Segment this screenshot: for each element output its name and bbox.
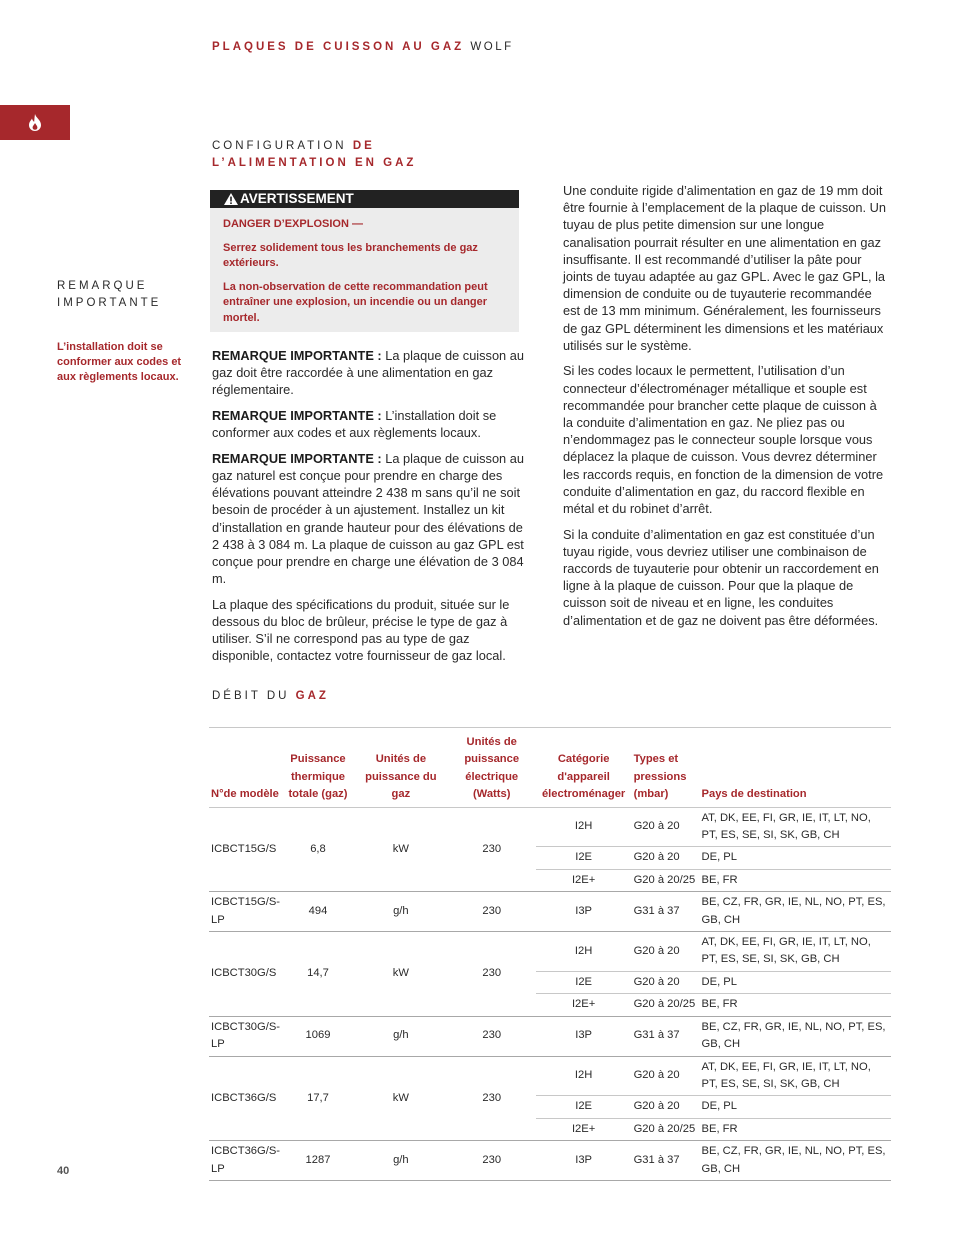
paragraph-text: La plaque de cuisson au gaz doit être raccordée à une alimentation en gaz réglementaire. (212, 348, 524, 398)
table-row (209, 1056, 891, 1096)
model-cell: ICBCT15G/S (209, 807, 282, 892)
sidebar-note: L’installation doit se conformer aux codes et aux règlements locaux. (57, 341, 182, 383)
page-number: 40 (57, 1165, 70, 1177)
unit-cell: g/h (354, 1141, 448, 1181)
category-cell: I2E+ (536, 994, 632, 1016)
paragraph-text: La plaque de cuisson au gaz naturel est conçue pour prendre en charge des élévations pouvant atteindre 2 438 m sans qu’il ne soit besoin de procéder à un ajustement. Installez un kit d’installation en grande hauteur pour des élévations de 2 438 à 3 084 m. La plaque de cuisson au gaz GPL est conçue pour prendre en charge une élévation de 3 084 m. (212, 450, 524, 587)
table-header-row (209, 728, 891, 808)
column-header: Puissance thermique totale (gaz) (282, 728, 354, 808)
category-cell: I2E (536, 847, 632, 869)
watts-cell: 230 (448, 892, 536, 932)
category-cell: I2E+ (536, 1118, 632, 1140)
warning-box (210, 190, 519, 332)
page-header (212, 41, 514, 53)
column-header: Types et pressions (mbar) (632, 728, 700, 808)
section-tab (0, 105, 70, 140)
pressure-cell: G20 à 20 (632, 847, 700, 869)
unit-cell: kW (354, 807, 448, 892)
category-cell: I3P (536, 892, 632, 932)
column-header: N°de modèle (209, 728, 282, 808)
watts-cell: 230 (448, 807, 536, 892)
countries-cell: BE, FR (700, 869, 891, 891)
power-cell: 6,8 (282, 807, 354, 892)
warning-heading (210, 190, 519, 208)
unit-cell: g/h (354, 892, 448, 932)
pressure-cell: G31 à 37 (632, 1016, 700, 1056)
model-cell: ICBCT36G/S-LP (209, 1141, 282, 1181)
pressure-cell: G20 à 20 (632, 971, 700, 993)
countries-cell: AT, DK, EE, FI, GR, IE, IT, LT, NO, PT, ES, SE, SI, SK, GB, CH (700, 1056, 891, 1096)
countries-cell: DE, PL (700, 847, 891, 869)
warning-line: La non-observation de cette recommandation peut entraîner une explosion, un incendie ou un danger mortel. (223, 280, 488, 324)
sidebar-title-line2: IMPORTANTE (57, 297, 162, 309)
watts-cell: 230 (448, 932, 536, 1017)
warning-heading-text: AVERTISSEMENT (240, 191, 354, 206)
pressure-cell: G20 à 20/25 (632, 1118, 700, 1140)
category-cell: I2H (536, 807, 632, 847)
pressure-cell: G20 à 20 (632, 1096, 700, 1118)
paragraph: Une conduite rigide d’alimentation en gaz de 19 mm doit être fournie à l’emplacement de la plaque de cuisson. Un tuyau de plus petite dimension sur une longue canalisation pourrait résulter en une alimentation en gaz insuffisante. Il est recommandé d’utiliser la pâte pour joints de tuyau adaptée au gaz GPL. Avec le gaz GPL, la dimension de conduite ou de tuyauterie recommandée est de 13 mm minimum. Généralement, les fournisseurs de gaz GPL déterminent les dimensions et les matériaux utilisés sur le système. (563, 183, 886, 353)
config-title-part1: CONFIGURATION (212, 140, 347, 152)
warning-triangle-icon (224, 193, 238, 205)
paragraph-text: La plaque des spécifications du produit, située sur le dessous du bloc de brûleur, précise le type de gaz à utiliser. S’il ne correspond pas au type de gaz disponible, contactez votre fournisseur de gaz local. (212, 596, 510, 664)
countries-cell: AT, DK, EE, FI, GR, IE, IT, LT, NO, PT, ES, SE, SI, SK, GB, CH (700, 807, 891, 847)
category-cell: I2E (536, 1096, 632, 1118)
column-header: Unités de puissance du gaz (354, 728, 448, 808)
table-row (209, 1141, 891, 1181)
pressure-cell: G20 à 20 (632, 1056, 700, 1096)
pressure-cell: G20 à 20 (632, 932, 700, 972)
countries-cell: BE, CZ, FR, GR, IE, NL, NO, PT, ES, GB, CH (700, 1141, 891, 1181)
unit-cell: g/h (354, 1016, 448, 1056)
right-column (563, 182, 888, 637)
model-cell: ICBCT30G/S-LP (209, 1016, 282, 1056)
watts-cell: 230 (448, 1056, 536, 1141)
config-title-part3: L’ALIMENTATION EN GAZ (212, 157, 417, 169)
table-row (209, 807, 891, 847)
pressure-cell: G31 à 37 (632, 892, 700, 932)
gas-table (209, 727, 891, 1181)
config-title-part2: DE (352, 140, 375, 152)
category-cell: I3P (536, 1016, 632, 1056)
countries-cell: BE, CZ, FR, GR, IE, NL, NO, PT, ES, GB, CH (700, 1016, 891, 1056)
category-cell: I2E+ (536, 869, 632, 891)
pressure-cell: G20 à 20/25 (632, 869, 700, 891)
sidebar-title (57, 278, 161, 312)
power-cell: 1287 (282, 1141, 354, 1181)
table-row (209, 892, 891, 932)
model-cell: ICBCT36G/S (209, 1056, 282, 1141)
config-title (212, 138, 416, 172)
pressure-cell: G31 à 37 (632, 1141, 700, 1181)
warning-line: Serrez solidement tous les branchements de gaz extérieurs. (223, 241, 478, 270)
column-header: Unités de puissance électrique (Watts) (448, 728, 536, 808)
category-cell: I2H (536, 1056, 632, 1096)
column-header: Pays de destination (700, 728, 891, 808)
paragraph (212, 450, 532, 588)
countries-cell: DE, PL (700, 971, 891, 993)
category-cell: I2H (536, 932, 632, 972)
paragraph (212, 347, 532, 399)
model-cell: ICBCT30G/S (209, 932, 282, 1017)
paragraph (212, 407, 532, 441)
countries-cell: AT, DK, EE, FI, GR, IE, IT, LT, NO, PT, ES, SE, SI, SK, GB, CH (700, 932, 891, 972)
paragraph-label: REMARQUE IMPORTANTE : (212, 408, 382, 423)
flame-icon (28, 114, 42, 131)
paragraph-text: L’installation doit se conformer aux codes et aux règlements locaux. (212, 408, 497, 441)
model-cell: ICBCT15G/S-LP (209, 892, 282, 932)
countries-cell: DE, PL (700, 1096, 891, 1118)
countries-cell: BE, CZ, FR, GR, IE, NL, NO, PT, ES, GB, CH (700, 892, 891, 932)
category-cell: I2E (536, 971, 632, 993)
table-row (209, 932, 891, 972)
watts-cell: 230 (448, 1141, 536, 1181)
power-cell: 17,7 (282, 1056, 354, 1141)
paragraph-label: REMARQUE IMPORTANTE : (212, 450, 382, 466)
header-brand: WOLF (470, 41, 514, 53)
unit-cell: kW (354, 932, 448, 1017)
paragraph: Si les codes locaux le permettent, l’utilisation d’un connecteur d’électroménager métallique et souple est recommandée pour brancher cette plaque de cuisson à la conduite d’alimentation en gaz. Ne pliez pas ou n’endommagez pas le connecteur souple lorsque vous déplacez la plaque de cuisson. Vous devrez déterminer les raccords requis, en fonction de la dimension de votre conduite d’alimentation en gaz, du raccord flexible en métal et du robinet d’arrêt. (563, 363, 884, 517)
debit-title-part2: GAZ (295, 690, 329, 702)
warning-line: DANGER D’EXPLOSION — (223, 218, 363, 230)
pressure-cell: G20 à 20 (632, 807, 700, 847)
paragraph: Si la conduite d’alimentation en gaz est constituée d’un tuyau rigide, vous devriez utiliser une combinaison de raccords de tuyauterie pour obtenir un raccordement en ligne à la plaque de cuisson. Pour que la plaque de cuisson soit de niveau et en ligne, les conduites d’alimentation et de gaz ne doivent pas être déformées. (563, 526, 879, 628)
watts-cell: 230 (448, 1016, 536, 1056)
debit-title (212, 688, 329, 705)
unit-cell: kW (354, 1056, 448, 1141)
power-cell: 494 (282, 892, 354, 932)
column-header: Catégorie d'appareil électroménager (536, 728, 632, 808)
countries-cell: BE, FR (700, 1118, 891, 1140)
power-cell: 14,7 (282, 932, 354, 1017)
category-cell: I3P (536, 1141, 632, 1181)
sidebar-title-line1: REMARQUE (57, 280, 148, 292)
left-column (212, 347, 532, 673)
power-cell: 1069 (282, 1016, 354, 1056)
paragraph (212, 596, 532, 665)
countries-cell: BE, FR (700, 994, 891, 1016)
table-row (209, 1016, 891, 1056)
paragraph-label: REMARQUE IMPORTANTE : (212, 348, 382, 363)
header-title: PLAQUES DE CUISSON AU GAZ (212, 41, 465, 53)
pressure-cell: G20 à 20/25 (632, 994, 700, 1016)
debit-title-part1: DÉBIT DU (212, 690, 290, 702)
